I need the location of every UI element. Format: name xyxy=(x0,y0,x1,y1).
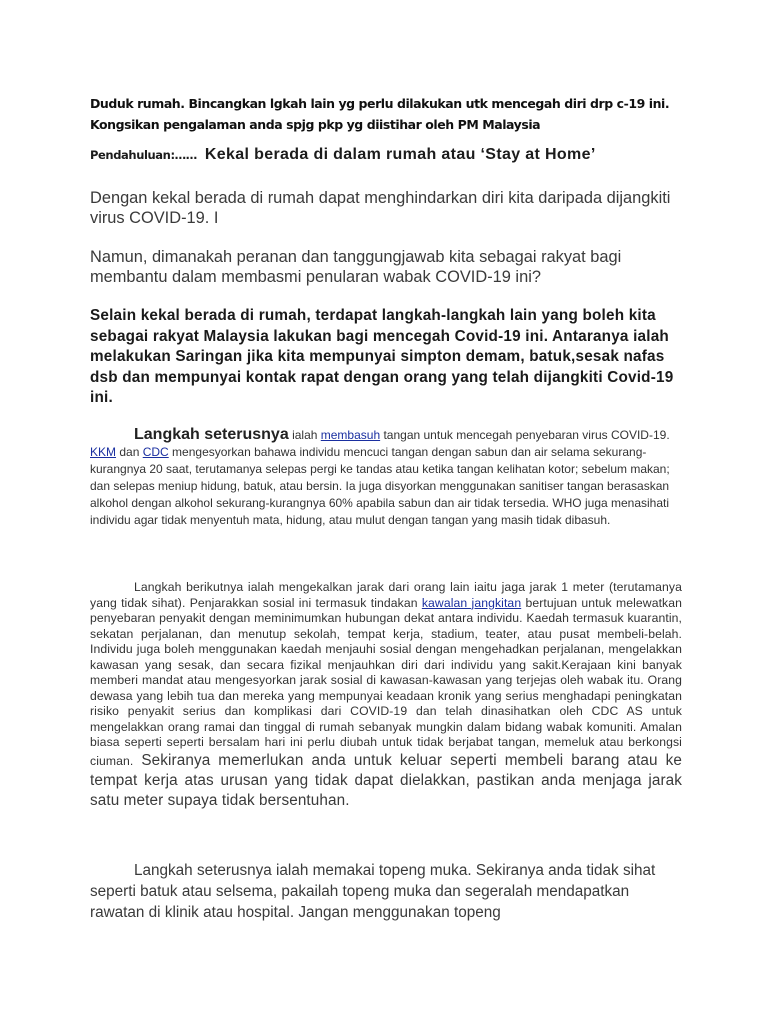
handwashing-text-4: mengesyorkan bahawa individu mencuci tangan dengan sabun dan air selama sekurang-kurangnya 20 saat, terutamanya selepas pergi ke tandas atau ketika tangan kelihatan kotor; sebelum makan; dan selepas meniup hidung, batuk, atau bersin. Ia juga disyorkan menggunakan sanitiser tangan berasaskan alkohol dengan alkohol sekurang-kurangnya 60% apabila sabun dan air tidak tersedia. WHO juga menasihati individu agar tidak menyentuh mata, hidung, atau mulut dengan tangan yang masih tidak dibasuh. xyxy=(90,445,670,527)
link-kawalan-jangkitan[interactable]: kawalan jangkitan xyxy=(421,595,522,610)
handwashing-text-1: ialah xyxy=(288,428,321,442)
face-mask-text: Langkah seterusnya ialah memakai topeng muka. Sekiranya anda tidak sihat seperti batuk atau selsema, pakailah topeng muka dan segeralah mendapatkan rawatan di klinik atau hospital. Jangan menggunakan topeng xyxy=(90,862,656,921)
link-cdc[interactable]: CDC xyxy=(142,445,169,459)
link-membasuh[interactable]: membasuh xyxy=(320,428,381,442)
introduction-title: Kekal berada di dalam rumah atau ‘Stay at Home’ xyxy=(204,146,596,163)
handwashing-text-2: tangan untuk mencegah penyebaran virus COVID-19. xyxy=(380,428,670,442)
handwashing-lead: Langkah seterusnya xyxy=(134,426,289,443)
assignment-heading: Duduk rumah. Bincangkan lgkah lain yg perlu dilakukan utk mencegah diri drp c-19 ini. Kongsikan pengalaman anda spjg pkp yg diistihar oleh PM Malaysia xyxy=(90,96,670,132)
paragraph-social-distancing xyxy=(90,580,682,811)
distancing-text-3: Sekiranya memerlukan anda untuk keluar seperti membeli barang atau ke tempat kerja atas urusan yang tidak dapat dielakkan, pastikan anda menjaga jarak satu meter supaya tidak bersentuhan. xyxy=(90,751,682,809)
paragraph-responsibility: Namun, dimanakah peranan dan tanggungjawab kita sebagai rakyat bagi membantu dalam membasmi penularan wabak COVID-19 ini? xyxy=(90,248,622,286)
handwashing-text-3: dan xyxy=(116,445,143,459)
paragraph-handwashing xyxy=(90,426,682,529)
distancing-text-1: Langkah berikutnya ialah mengekalkan jarak dari orang lain iaitu jaga jarak 1 meter (terutamanya yang tidak sihat). Penjarakkan sosial ini termasuk tindakan xyxy=(90,580,682,610)
paragraph-screening: Selain kekal berada di rumah, terdapat langkah-langkah lain yang boleh kita sebagai rakyat Malaysia lakukan bagi mencegah Covid-19 ini. Antaranya ialah melakukan Saringan jika kita mempunyai simpton demam, batuk,sesak nafas dsb dan mempunyai kontak rapat dengan orang yang telah dijangkiti Covid-19 ini. xyxy=(90,307,674,406)
paragraph-face-mask xyxy=(90,860,682,923)
introduction-label: Pendahuluan:…… xyxy=(90,148,197,162)
distancing-text-2: bertujuan untuk melewatkan penyebaran penyakit dengan meminimumkan hubungan dekat antara individu. Kaedah termasuk kuarantin, sekatan perjalanan, dan menutup sekolah, tempat kerja, stadium, teater, atau pusat membeli-belah. Individu juga boleh menggunakan kaedah menjauhi sosial dengan mengehadkan perjalanan, mengelakkan kawasan yang sesak, dan secara fizikal menjauhkan diri dari individu yang sakit.Kerajaan kini banyak memberi mandat atau mengesyorkan jarak sosial di kawasan-kawasan yang terjejas oleh wabak itu. Orang dewasa yang lebih tua dan mereka yang mempunyai keadaan kronik yang serius menghadapi peningkatan risiko penyakit serius dan komplikasi dari COVID-19 dan telah dinasihatkan oleh CDC AS untuk mengelakkan orang ramai dan tinggal di rumah sebanyak mungkin dalam bidang wabak komuniti. Amalan biasa seperti seperti bersalam hari ini perlu diubah untuk tidak berjabat tangan, memeluk atau berkongsi ciuman. xyxy=(90,595,683,768)
introduction-line xyxy=(90,146,682,164)
link-kkm[interactable]: KKM xyxy=(90,445,117,459)
paragraph-stay-home: Dengan kekal berada di rumah dapat menghindarkan diri kita daripada dijangkiti virus COVID-19. I xyxy=(90,189,671,227)
